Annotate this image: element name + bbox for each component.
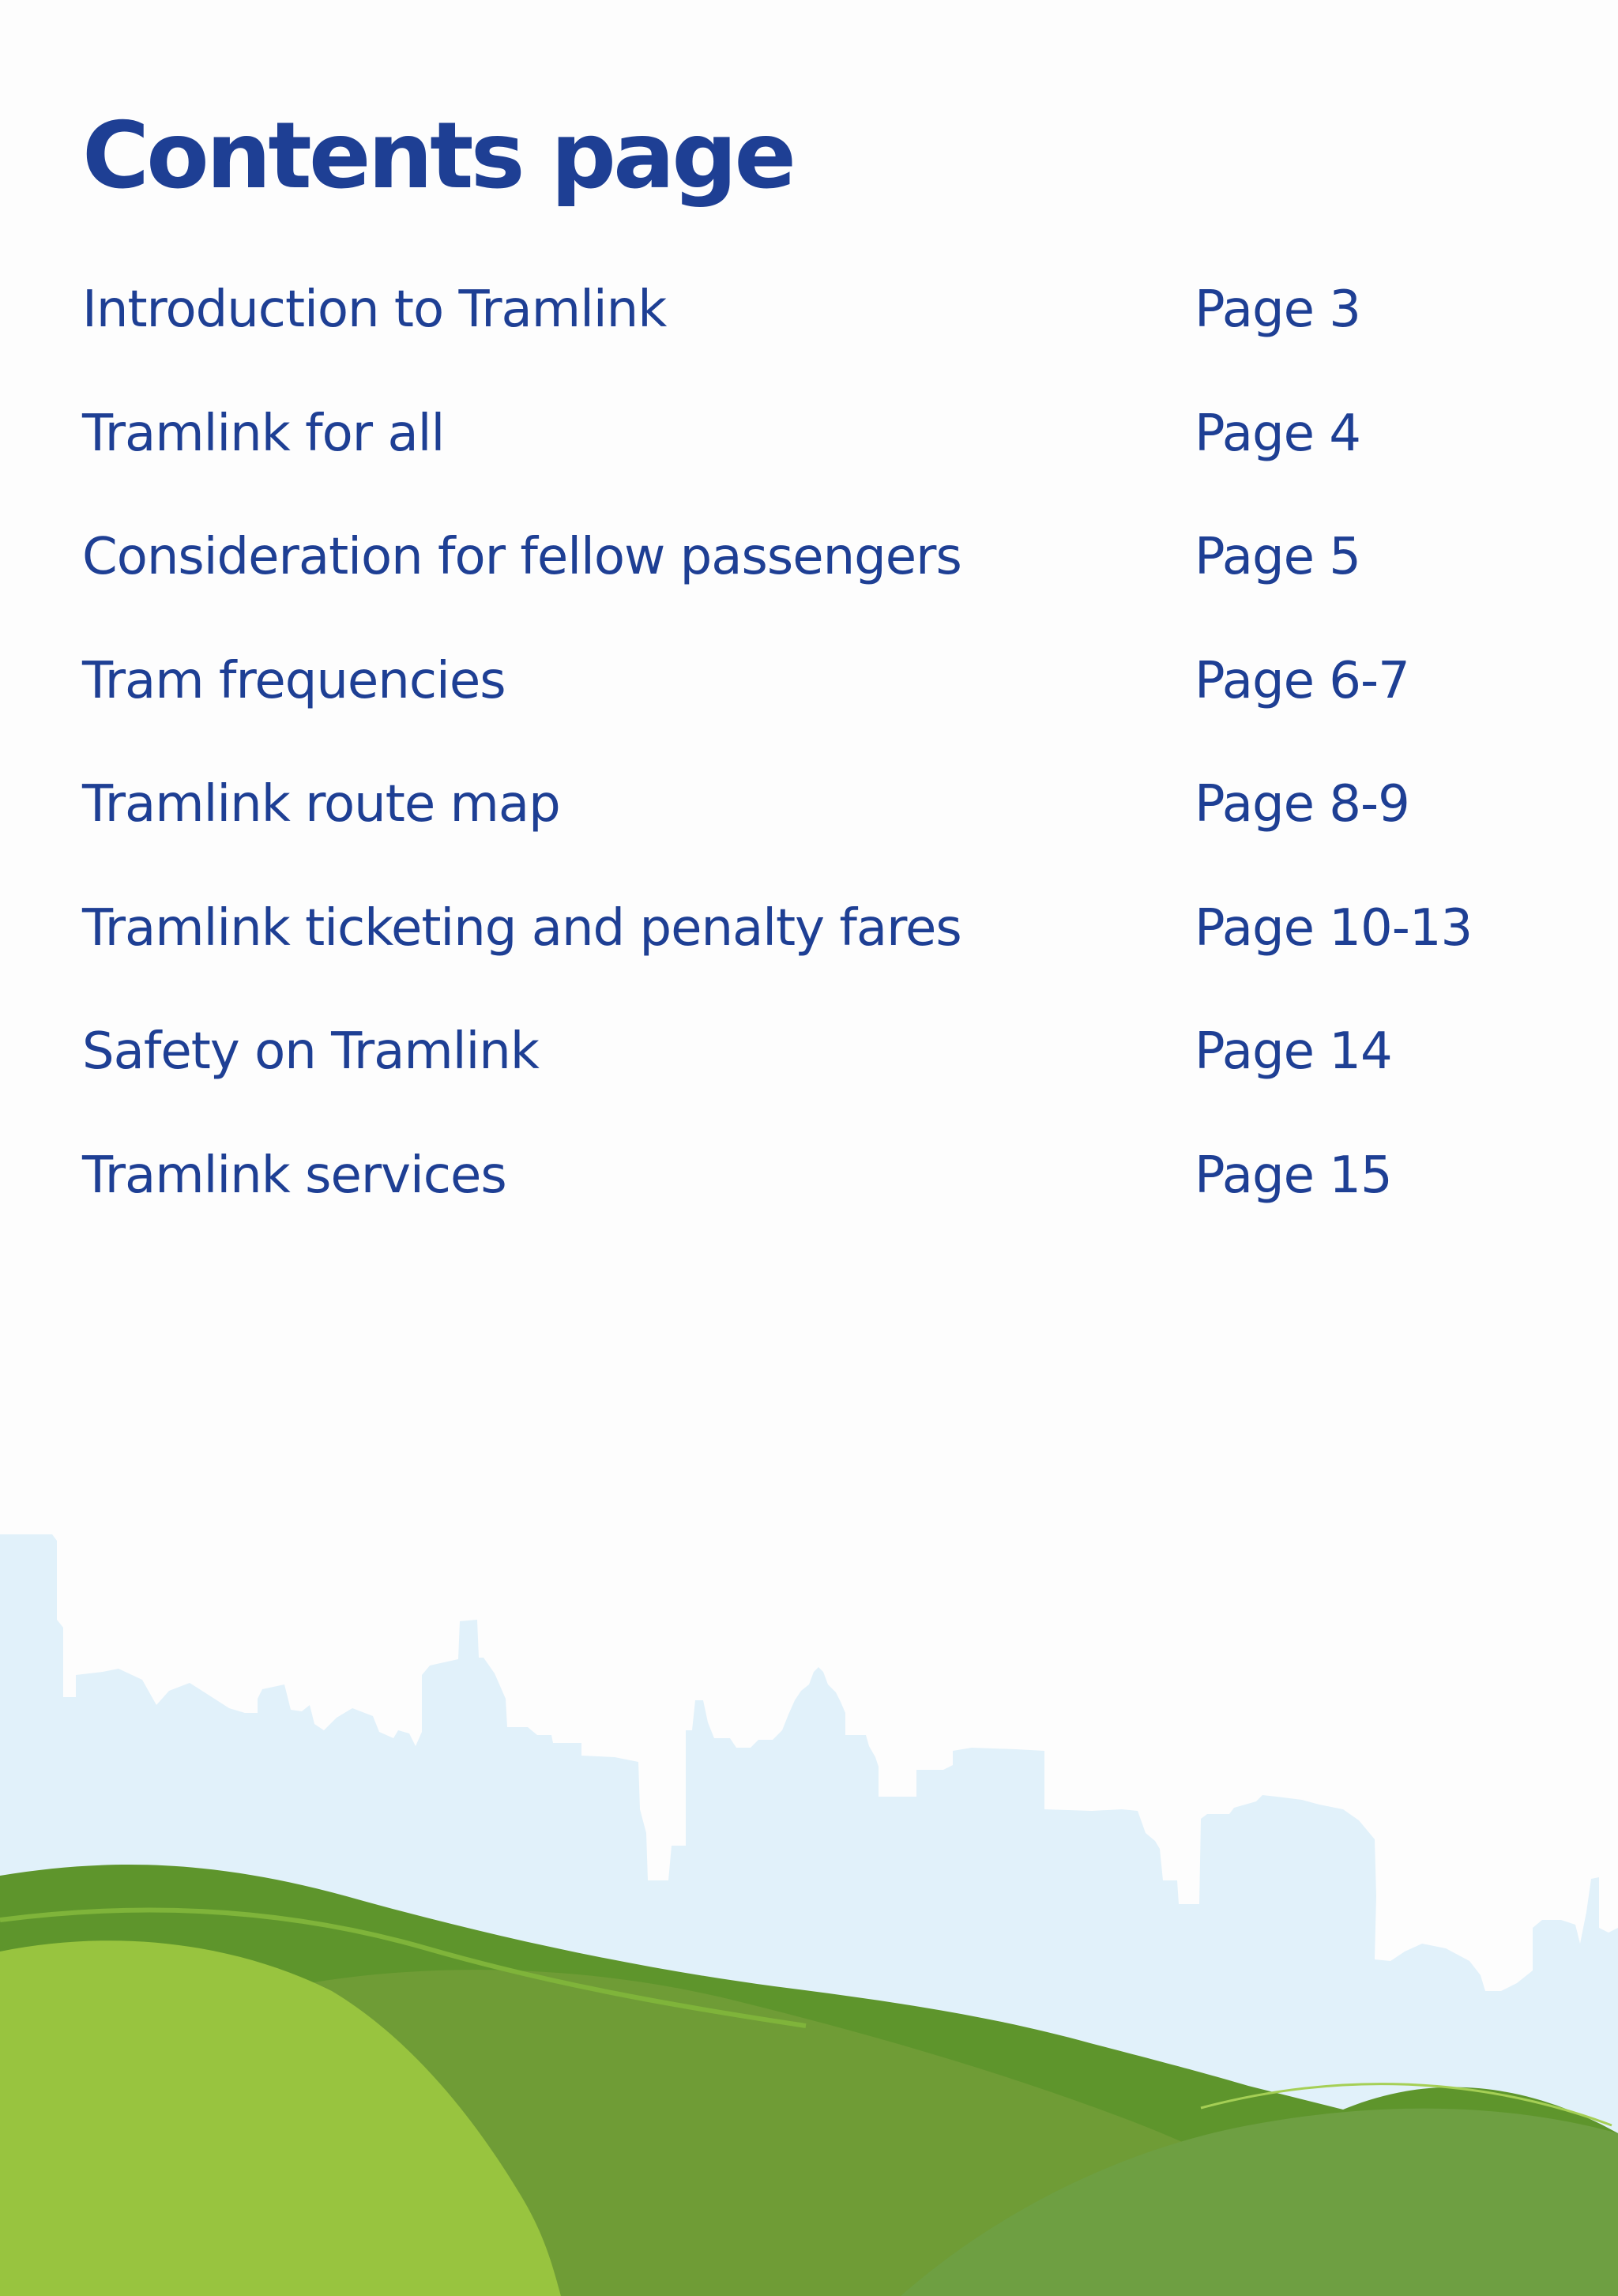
toc-entry-title: Introduction to Tramlink xyxy=(82,280,667,339)
toc-entry[interactable] xyxy=(82,1020,1504,1144)
toc-entry-title: Tramlink for all xyxy=(82,404,445,463)
toc-entry-page: Page 6-7 xyxy=(1195,651,1409,710)
toc-entry-title: Tramlink ticketing and penalty fares xyxy=(82,898,961,958)
toc-entry-title: Tram frequencies xyxy=(82,651,506,710)
toc-entry-title: Consideration for fellow passengers xyxy=(82,528,961,586)
toc-entry-page: Page 4 xyxy=(1195,404,1360,463)
toc-entry[interactable] xyxy=(82,649,1504,773)
toc-entry[interactable] xyxy=(82,402,1504,526)
toc-entry-page: Page 15 xyxy=(1195,1146,1392,1205)
toc-entry[interactable] xyxy=(82,897,1504,1021)
toc-entry-page: Page 5 xyxy=(1195,528,1360,586)
toc-entry-page: Page 10-13 xyxy=(1195,898,1473,958)
toc-entry-title: Safety on Tramlink xyxy=(82,1022,539,1081)
toc-entry[interactable] xyxy=(82,1144,1504,1268)
contents-list xyxy=(82,278,1504,1267)
toc-entry-page: Page 14 xyxy=(1195,1022,1392,1081)
toc-entry-title: Tramlink services xyxy=(82,1146,506,1205)
toc-entry[interactable] xyxy=(82,525,1504,649)
page-title: Contents page xyxy=(82,103,794,209)
toc-entry[interactable] xyxy=(82,773,1504,897)
toc-entry-page: Page 8-9 xyxy=(1195,775,1409,834)
toc-entry[interactable] xyxy=(82,278,1504,402)
toc-entry-title: Tramlink route map xyxy=(82,775,560,834)
toc-entry-page: Page 3 xyxy=(1195,280,1360,339)
landscape-illustration xyxy=(0,1501,1618,2296)
